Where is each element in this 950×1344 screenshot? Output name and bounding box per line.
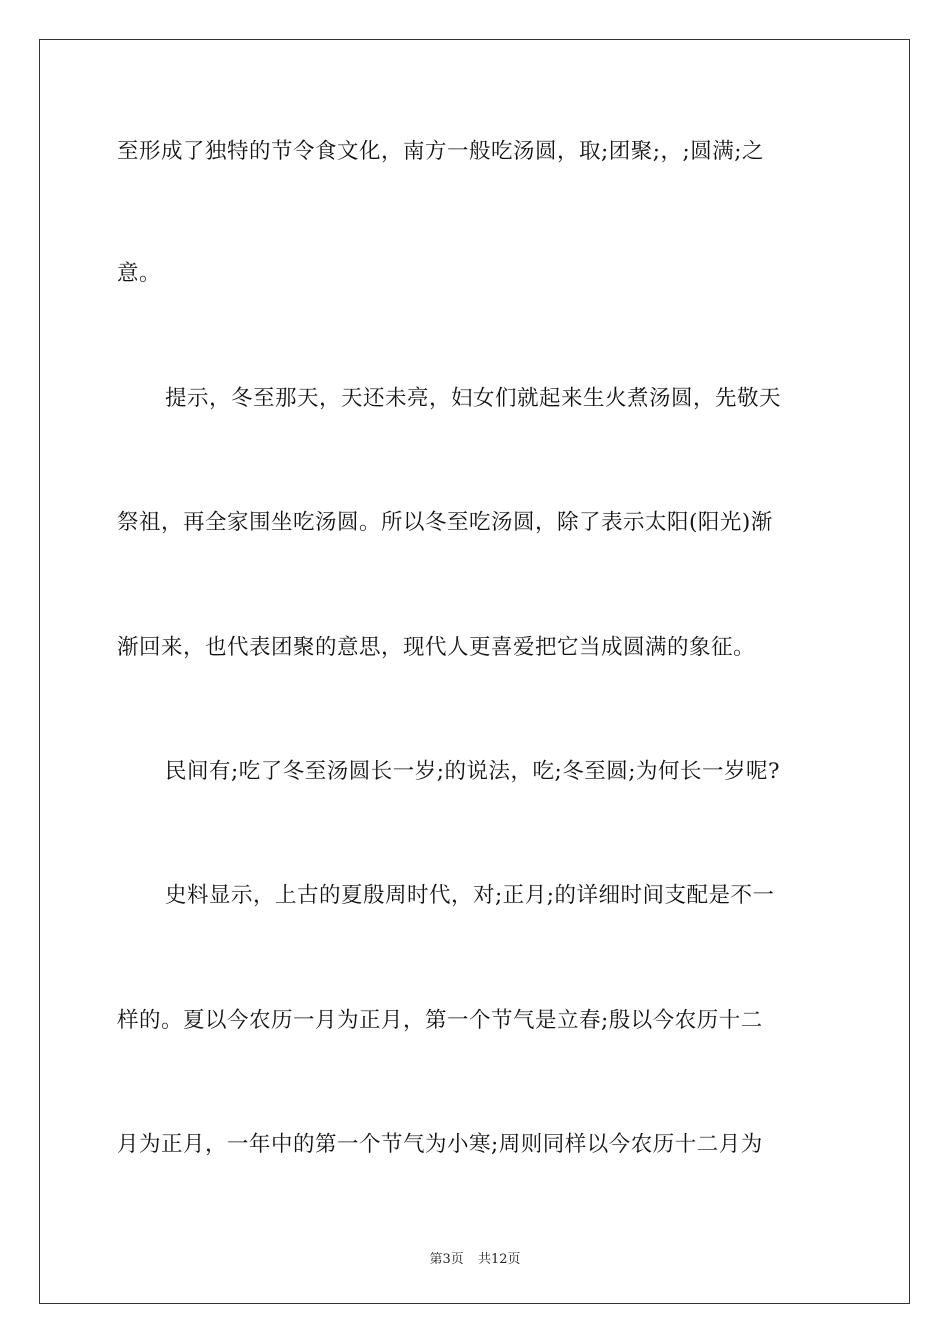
page-total: 共12页: [477, 1252, 521, 1267]
text-line: 样的。夏以今农历一月为正月，第一个节气是立春;殷以今农历十二: [117, 1008, 763, 1033]
text-line: 民间有;吃了冬至汤圆长一岁;的说法，吃;冬至圆;为何长一岁呢?: [165, 759, 781, 784]
text-line: 史料显示，上古的夏殷周时代，对;正月;的详细时间支配是不一: [165, 883, 775, 908]
text-line: 渐回来，也代表团聚的意思，现代人更喜爱把它当成圆满的象征。: [117, 635, 756, 660]
text-line: 祭祖，再全家围坐吃汤圆。所以冬至吃汤圆，除了表示太阳(阳光)渐: [117, 510, 773, 535]
page-border: [39, 39, 910, 1304]
page-footer: [0, 1248, 950, 1267]
text-line: 意。: [117, 261, 162, 286]
text-line: 提示，冬至那天，天还未亮，妇女们就起来生火煮汤圆，先敬天: [165, 386, 782, 411]
page-number: 第3页: [429, 1252, 464, 1267]
text-line: 月为正月，一年中的第一个节气为小寒;周则同样以今农历十二月为: [117, 1132, 763, 1157]
text-line: 至形成了独特的节令食文化，南方一般吃汤圆，取;团聚;，;圆满;之: [117, 139, 764, 164]
